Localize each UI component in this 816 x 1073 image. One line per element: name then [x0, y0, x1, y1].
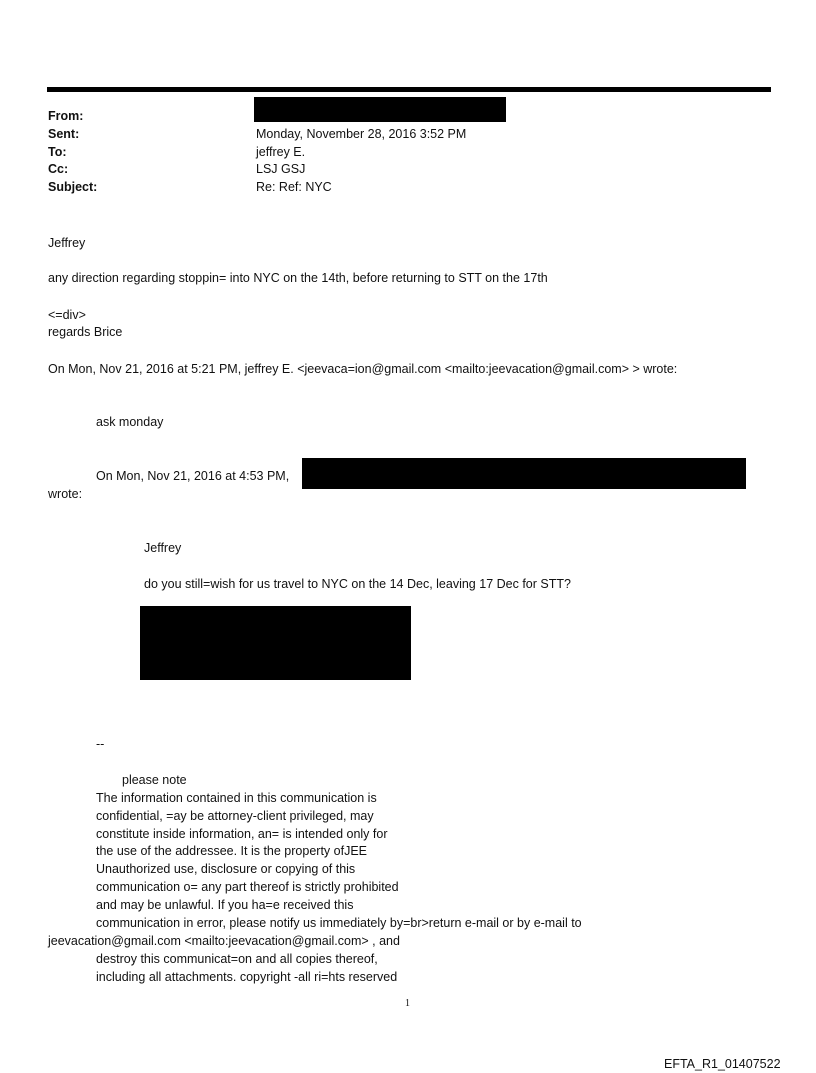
cc-value: LSJ GSJ: [256, 162, 306, 176]
document-id-footer: EFTA_R1_01407522: [664, 1057, 781, 1071]
sent-value: Monday, November 28, 2016 3:52 PM: [256, 127, 467, 141]
disclaimer-line: communication in error, please notify us immediately by=br>return e-mail or by e-mail to: [96, 916, 582, 930]
disclaimer-line: communication o= any part thereof is strictly prohibited: [96, 880, 399, 894]
quote2-wrote: wrote:: [48, 487, 83, 501]
subject-value: Re: Ref: NYC: [256, 180, 332, 194]
cc-label: Cc:: [48, 162, 69, 176]
quote2-sender-redaction: [302, 458, 746, 489]
signoff: regards Brice: [48, 325, 123, 339]
quote2-greeting: Jeffrey: [144, 541, 182, 555]
sent-label: Sent:: [48, 127, 80, 141]
disclaimer-line: confidential, =ay be attorney-client privileged, may: [96, 809, 374, 823]
body-line-1: any direction regarding stoppin= into NYC on the 14th, before returning to STT on the 17th: [48, 271, 548, 285]
from-label: From:: [48, 109, 84, 123]
disclaimer-line: The information contained in this communication is: [96, 791, 377, 805]
header-rule: [47, 87, 771, 92]
from-redaction: [254, 97, 506, 122]
quote2-header: On Mon, Nov 21, 2016 at 4:53 PM,: [96, 469, 290, 483]
quote1-header: On Mon, Nov 21, 2016 at 5:21 PM, jeffrey E. <jeevaca=ion@gmail.com <mailto:jeevacation@gmail.com> > wrote:: [48, 362, 678, 376]
note-title: please note: [122, 773, 187, 787]
disclaimer-line: and may be unlawful. If you ha=e received this: [96, 898, 354, 912]
signature-dashes: --: [96, 737, 105, 751]
disclaimer-line: including all attachments. copyright -all ri=hts reserved: [96, 970, 398, 984]
to-label: To:: [48, 145, 67, 159]
quote1-text: ask monday: [96, 415, 164, 429]
page-number: 1: [405, 998, 410, 1009]
subject-label: Subject:: [48, 180, 98, 194]
disclaimer-line: Unauthorized use, disclosure or copying of this: [96, 862, 356, 876]
to-value: jeffrey E.: [256, 145, 306, 159]
div-tag-text: <=div>: [48, 308, 86, 322]
disclaimer-line: constitute inside information, an= is intended only for: [96, 827, 388, 841]
disclaimer-line: jeevacation@gmail.com <mailto:jeevacation@gmail.com> , and: [48, 934, 400, 948]
quote2-text: do you still=wish for us travel to NYC on the 14 Dec, leaving 17 Dec for STT?: [144, 577, 571, 591]
disclaimer-line: the use of the addressee. It is the property ofJEE: [96, 844, 367, 858]
disclaimer-line: destroy this communicat=on and all copies thereof,: [96, 952, 378, 966]
signature-redaction: [140, 606, 411, 680]
greeting: Jeffrey: [48, 236, 86, 250]
